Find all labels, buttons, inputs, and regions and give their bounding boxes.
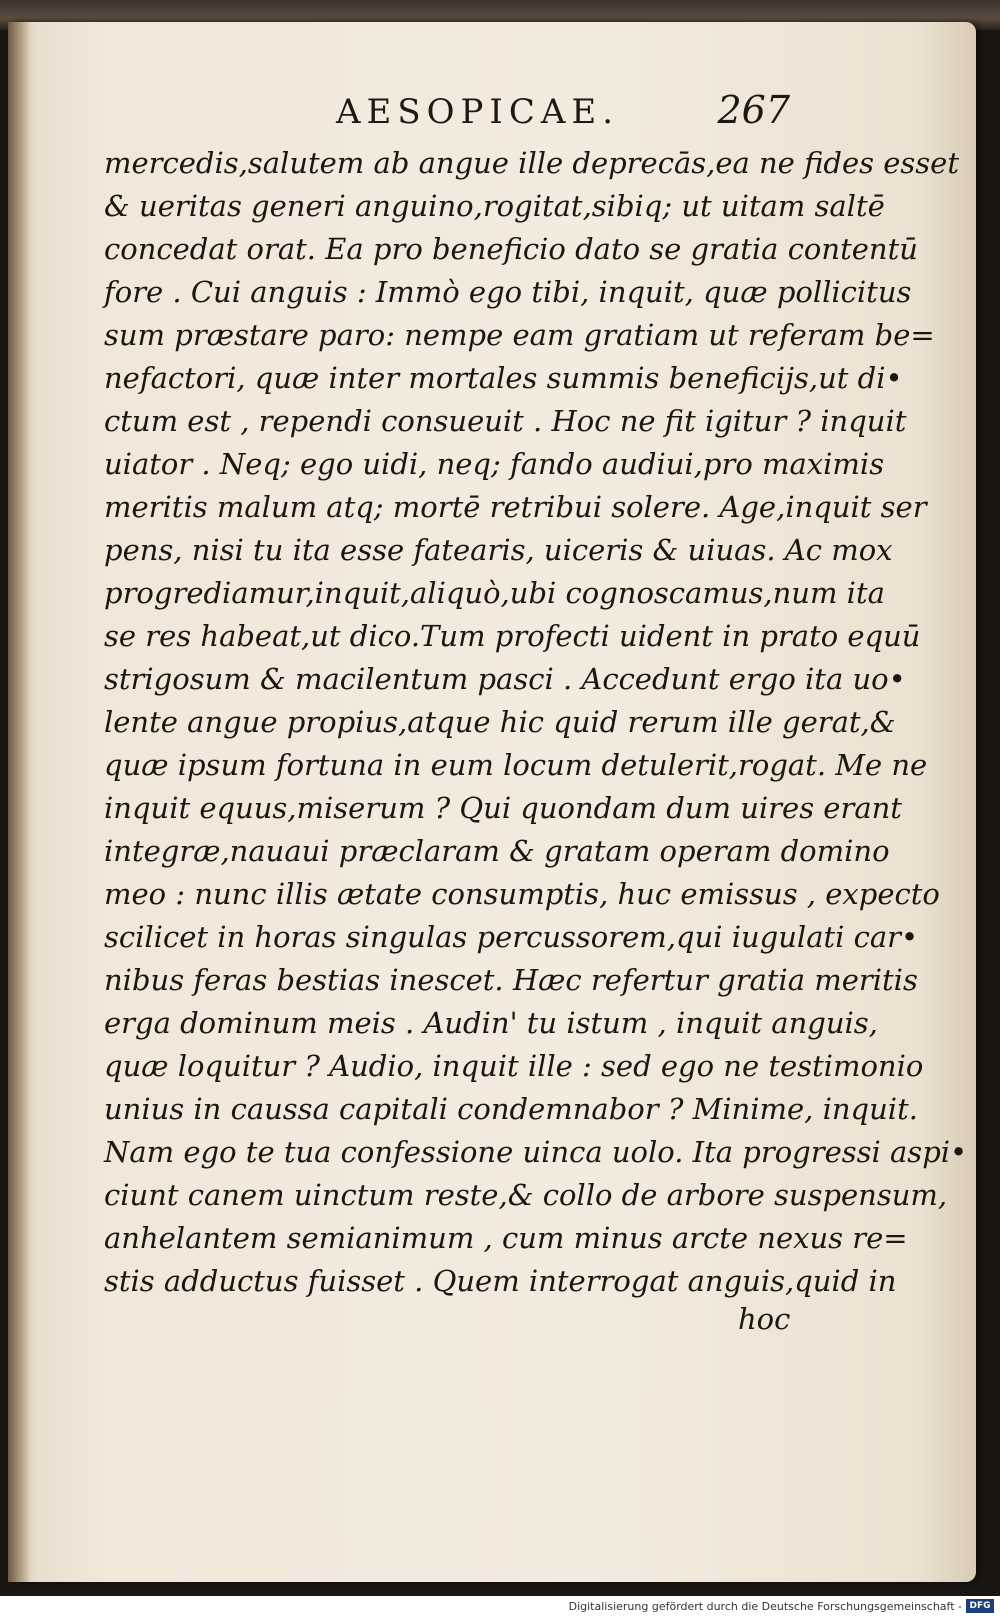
text-line: ciunt canem uinctum reste,& collo de arbore suspensum, <box>104 1178 948 1212</box>
catchword: hoc <box>738 1302 791 1336</box>
dfg-logo: DFG <box>966 1599 994 1613</box>
text-line: lente angue propius,atque hic quid rerum ille gerat,& <box>104 705 896 739</box>
text-line: uiator . Neq; ego uidi, neq; fando audiui,pro maximis <box>104 447 885 481</box>
text-line: progrediamur,inquit,aliquò,ubi cognoscamus,num ita <box>104 576 885 610</box>
page-number: 267 <box>717 88 790 132</box>
text-line: concedat orat. Ea pro beneficio dato se gratia contentū <box>104 232 918 266</box>
text-line: strigosum & macilentum pasci . Accedunt ergo ita uo• <box>104 662 906 696</box>
text-line: inquit equus,miserum ? Qui quondam dum uires erant <box>104 791 902 825</box>
footer-bar <box>0 1596 1000 1620</box>
text-line: unius in caussa capitali condemnabor ? Minime, inquit. <box>104 1092 918 1126</box>
text-line: stis adductus fuisset . Quem interrogat anguis,quid in <box>104 1264 897 1298</box>
text-line: integræ,nauaui præclaram & gratam operam domino <box>104 834 890 868</box>
text-line: scilicet in horas singulas percussorem,qui iugulati car• <box>104 920 919 954</box>
page-header <box>330 88 790 138</box>
body-text <box>104 142 968 1303</box>
running-title: AESOPICAE. <box>336 92 620 132</box>
text-line: anhelantem semianimum , cum minus arcte nexus re= <box>104 1221 908 1255</box>
text-line: erga dominum meis . Audin' tu istum , inquit anguis, <box>104 1006 878 1040</box>
page-gutter <box>8 22 30 1582</box>
text-line: nibus feras bestias inescet. Hæc refertur gratia meritis <box>104 963 918 997</box>
text-line: pens, nisi tu ita esse fatearis, uiceris & uiuas. Ac mox <box>104 533 893 567</box>
text-line: fore . Cui anguis : Immò ego tibi, inquit, quæ pollicitus <box>104 275 912 309</box>
text-line: meritis malum atq; mortē retribui solere. Age,inquit ser <box>104 490 927 524</box>
text-line: Nam ego te tua confessione uinca uolo. Ita progressi aspi• <box>104 1135 968 1169</box>
text-line: sum præstare paro: nempe eam gratiam ut referam be= <box>104 318 935 352</box>
text-line: quæ ipsum fortuna in eum locum detulerit,rogat. Me ne <box>104 748 928 782</box>
funding-credit: Digitalisierung gefördert durch die Deutsche Forschungsgemeinschaft - <box>568 1600 962 1613</box>
text-line: quæ loquitur ? Audio, inquit ille : sed ego ne testimonio <box>104 1049 924 1083</box>
text-line: ctum est , rependi consueuit . Hoc ne fit igitur ? inquit <box>104 404 907 438</box>
text-line: se res habeat,ut dico.Tum profecti uident in prato equū <box>104 619 921 653</box>
text-line: meo : nunc illis ætate consumptis, huc emissus , expecto <box>104 877 940 911</box>
text-line: mercedis,salutem ab angue ille deprecās,ea ne fides esset <box>104 146 959 180</box>
text-line: & ueritas generi anguino,rogitat,sibiq; ut uitam saltē <box>104 189 885 223</box>
text-line: nefactori, quæ inter mortales summis beneficijs,ut di• <box>104 361 903 395</box>
